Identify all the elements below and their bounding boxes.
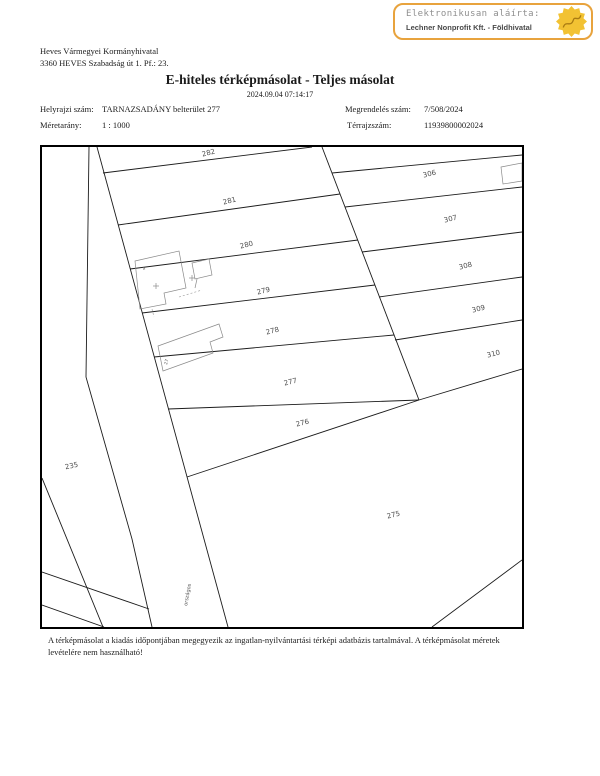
survey-tick-icon bbox=[153, 275, 195, 289]
order-number-label: Megrendelés szám: bbox=[345, 104, 411, 114]
parcel-label: 278 bbox=[265, 325, 280, 337]
signature-badge-title: Elektronikusan aláírta: bbox=[406, 9, 540, 19]
parcel-label: 307 bbox=[443, 213, 458, 225]
parcel-number-value: TARNAZSADÁNY belterület 277 bbox=[102, 104, 220, 114]
parcel-label: 275 bbox=[386, 509, 401, 521]
building-label: a bbox=[141, 266, 147, 272]
parcel-label: 309 bbox=[471, 303, 486, 315]
signature-badge bbox=[393, 3, 593, 40]
parcel-label: 235 bbox=[64, 460, 79, 472]
issuing-office-block bbox=[40, 45, 169, 69]
parcel-label: 279 bbox=[256, 285, 271, 297]
parcel-label: 308 bbox=[458, 260, 473, 272]
scale-value: 1 : 1000 bbox=[102, 120, 130, 130]
signature-badge-signer: Lechner Nonprofit Kft. - Földhivatal bbox=[406, 23, 532, 32]
seal-signature-icon bbox=[556, 6, 587, 37]
office-name: Heves Vármegyei Kormányhivatal bbox=[40, 46, 159, 56]
parcel-label: 282 bbox=[201, 147, 216, 159]
central-diagonal-boundary bbox=[322, 147, 419, 400]
cadastral-map bbox=[40, 145, 524, 629]
east-parcel-boundaries bbox=[332, 155, 522, 400]
sheet-number-label: Térrajzszám: bbox=[347, 120, 392, 130]
road-edges bbox=[86, 147, 228, 627]
issue-datetime: 2024.09.04 07:14:17 bbox=[246, 90, 314, 99]
southeast-corner-boundary bbox=[432, 560, 522, 627]
scale-label: Méretarány: bbox=[40, 120, 82, 130]
southwest-boundaries bbox=[42, 478, 149, 627]
parcel-label: 280 bbox=[239, 239, 254, 251]
page-title: E-hiteles térképmásolat - Teljes másolat bbox=[165, 72, 395, 87]
disclaimer-text: A térképmásolat a kiadás időpontjában megegyezik az ingatlan-nyilvántartási térképi adatbázis tartalmával. A térképmásolat méretek levételére nem használható! bbox=[48, 635, 500, 657]
parcel-number-label: Helyrajzi szám: bbox=[40, 104, 94, 114]
order-number-value: 7/508/2024 bbox=[424, 104, 463, 114]
parcel-label: 306 bbox=[422, 168, 437, 180]
map-annotations bbox=[142, 266, 193, 606]
parcel-label: 281 bbox=[222, 195, 237, 207]
sheet-number-value: 11939800002024 bbox=[424, 120, 484, 130]
west-parcel-boundaries bbox=[103, 147, 419, 477]
office-address: 3360 HEVES Szabadság út 1. Pf.: 23. bbox=[40, 58, 169, 68]
parcel-label: 277 bbox=[283, 376, 298, 388]
title-block bbox=[40, 72, 520, 99]
cadastral-map-svg bbox=[42, 147, 522, 627]
building-label: 27 bbox=[164, 358, 171, 366]
parcel-label: 276 bbox=[295, 417, 310, 429]
parcel-label: 310 bbox=[486, 348, 501, 360]
road-name-label: országos bbox=[183, 583, 193, 607]
